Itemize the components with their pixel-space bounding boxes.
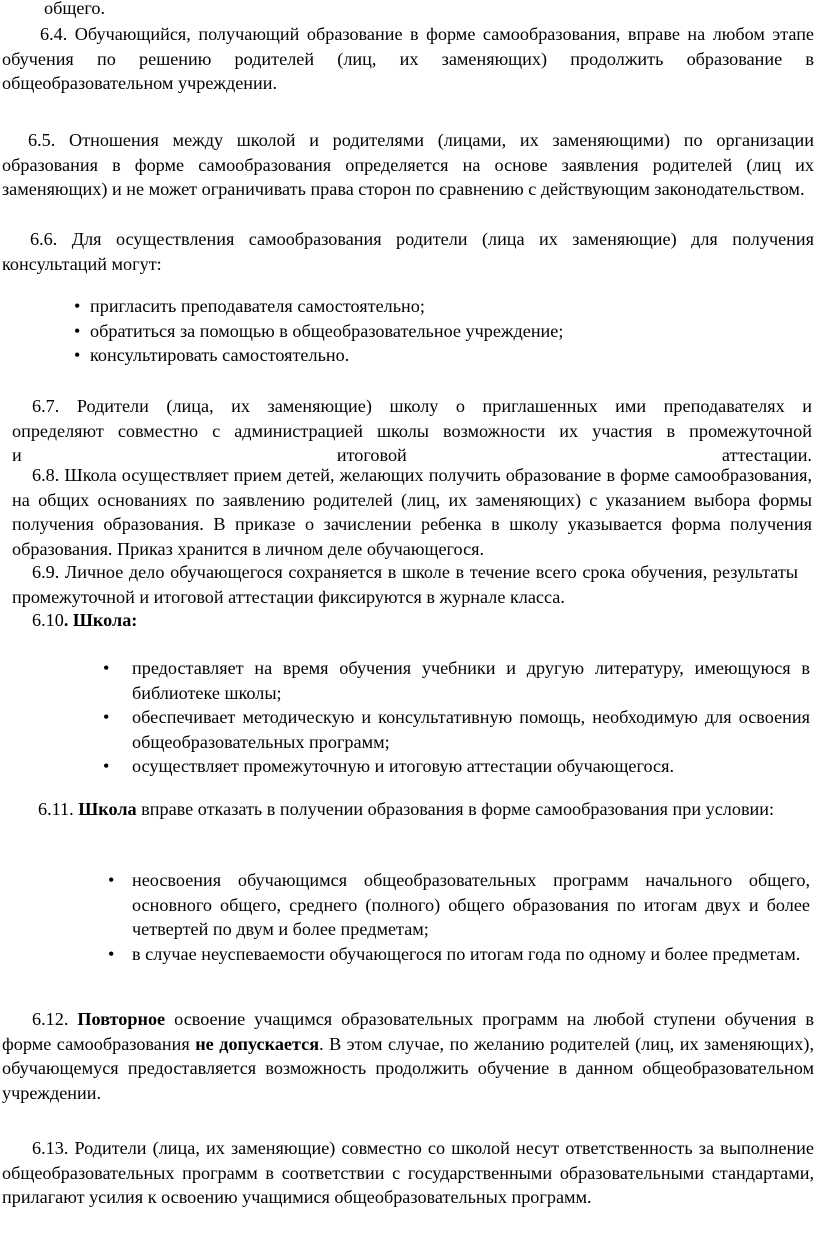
list-item: • обеспечивает методическую и консультативную помощь, необходимую для освоения общеобразовательных программ; xyxy=(103,707,810,752)
bullet-icon: • xyxy=(74,345,81,366)
continuation-line: общего. xyxy=(44,0,106,18)
refusal-conditions-list xyxy=(2,868,814,966)
paragraph-6-12: 6.12. Повторное освоение учащимся образовательных программ на любой ступени обучения в форме самообразования не допускается. В этом случае, по желанию родителей (лиц, их заменяющих), обучающемуся предоставляется возможность продолжить обучение в данном общеобразовательном учреждении. xyxy=(2,1009,815,1103)
paragraph-6-9: 6.9. Личное дело обучающегося сохраняется в школе в течение всего срока обучения, результаты промежуточной и итоговой аттестации фиксируются в журнале класса. xyxy=(12,562,798,607)
list-item: • предоставляет на время обучения учебники и другую литературу, имеющуюся в библиотеке школы; xyxy=(103,658,810,703)
bullet-icon: • xyxy=(74,296,81,316)
paragraph-6-11: 6.11. Школа вправе отказать в получении образования в форме самообразования при условии: xyxy=(38,799,775,819)
bullet-icon: • xyxy=(103,707,110,728)
list-item: • осуществляет промежуточную и итоговую аттестации обучающегося. xyxy=(2,754,814,779)
paragraph-6-7-line: определяют совместно с администрацией школы возможности их участия в промежуточной xyxy=(12,420,812,441)
paragraph-6-4: 6.4. Обучающийся, получающий образование в форме самообразования, вправе на любом этапе обучения по решению родителей (лиц, их заменяющих) продолжить образование в общеобразовательном учреждении. xyxy=(2,24,814,94)
paragraph-6-7-last-line: и итоговой аттестации. xyxy=(12,445,812,466)
list-item: • пригласить преподавателя самостоятельно; xyxy=(2,294,814,319)
bullet-icon: • xyxy=(103,658,110,678)
list-item: • неосвоения обучающимся общеобразовательных программ начального общего, основного общего, среднего (полного) общего образования по итогам двух и более четвертей по двум и более предметам; xyxy=(108,870,810,940)
bullet-icon: • xyxy=(74,320,81,341)
school-duties-list xyxy=(2,656,814,779)
paragraph-6-7 xyxy=(12,394,812,468)
list-item: • консультировать самостоятельно. xyxy=(2,343,814,368)
paragraph-6-5: 6.5. Отношения между школой и родителями (лицами, их заменяющими) по организации образования в форме самообразования определяется на основе заявления родителей (лиц их заменяющих) и не может ограничивать права сторон по сравнению с действующим законодательством. xyxy=(2,130,814,200)
paragraph-6-7-line: 6.7. Родители (лица, их заменяющие) школу о приглашенных ими преподавателях и xyxy=(32,396,812,416)
bullet-icon: • xyxy=(103,756,110,777)
paragraph-6-6: 6.6. Для осуществления самообразования родители (лица их заменяющие) для получения консультаций могут: xyxy=(2,229,814,274)
bullet-icon: • xyxy=(108,870,115,890)
consultation-options-list xyxy=(2,294,814,368)
paragraph-6-10-heading: 6.10. Школа: xyxy=(32,610,138,630)
paragraph-6-8: 6.8. Школа осуществляет прием детей, желающих получить образование в форме самообразования, на общих основаниях по заявлению родителей (лиц, их заменяющих) с указанием выбора формы получения образования. В приказе о зачислении ребенка в школу указывается форма получения образования. Приказ хранится в личном деле обучающегося. xyxy=(12,465,812,559)
paragraph-6-13: 6.13. Родители (лица, их заменяющие) совместно со школой несут ответственность за выполнение общеобразовательных программ в соответствии с государственными образовательными стандартами, прилагают усилия к освоению учащимися общеобразовательных программ. xyxy=(2,1138,814,1208)
list-item: • обратиться за помощью в общеобразовательное учреждение; xyxy=(2,319,814,344)
bullet-icon: • xyxy=(108,943,115,964)
list-item: • в случае неуспеваемости обучающегося по итогам года по одному и более предметам. xyxy=(2,942,814,967)
